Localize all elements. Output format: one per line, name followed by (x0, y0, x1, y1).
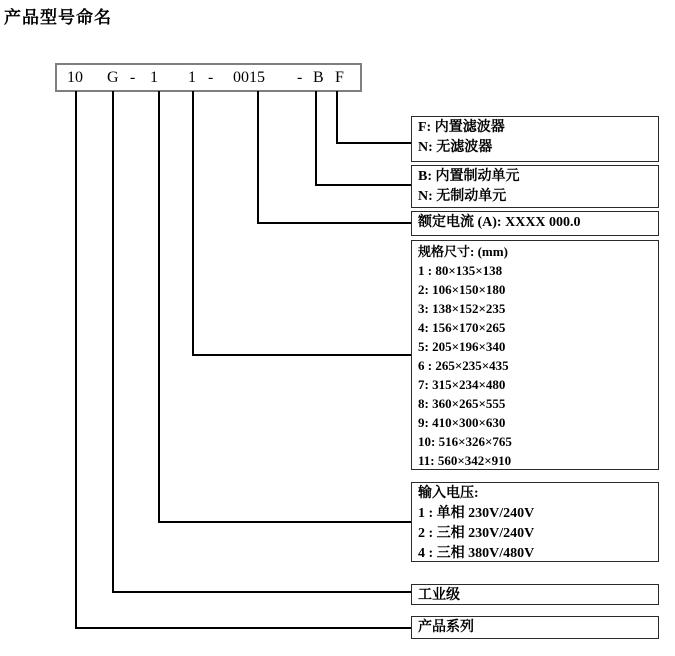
spec-size-legend-box (411, 240, 659, 470)
rated-current-label: 额定电流 (A): XXXX 000.0 (418, 215, 581, 230)
model-segment-series: 10 (67, 69, 83, 86)
connector-industrial-vline (112, 91, 114, 593)
brake-option-b: B: 内置制动单元 (418, 169, 520, 184)
model-segment-dash-1: - (130, 69, 136, 86)
spec-size-item-11: 11: 560×342×910 (418, 453, 512, 468)
product-series-legend-box (411, 616, 659, 639)
model-segment-current: 0015 (233, 69, 265, 86)
model-segment-dash-2: - (208, 69, 214, 86)
connector-filter-vline (336, 91, 338, 144)
spec-size-item-10: 10: 516×326×765 (418, 434, 512, 449)
spec-size-item-3: 3: 138×152×235 (418, 301, 506, 316)
model-segment-brake: B (313, 69, 324, 86)
model-segment-filter: F (335, 69, 344, 86)
connector-spec-vline (192, 91, 194, 356)
page-title: 产品型号命名 (4, 8, 112, 27)
connector-series-hline (75, 627, 412, 629)
connector-spec-hline (192, 354, 412, 356)
industrial-grade-label: 工业级 (418, 588, 460, 603)
model-number-box (55, 63, 362, 92)
spec-size-item-6: 6 : 265×235×435 (418, 358, 509, 373)
model-segment-grade: G (107, 69, 119, 86)
filter-option-f: F: 内置滤波器 (418, 120, 505, 135)
spec-size-item-8: 8: 360×265×555 (418, 396, 506, 411)
input-voltage-option-1: 1 : 单相 230V/240V (418, 506, 535, 521)
input-voltage-legend-box (411, 482, 659, 562)
connector-filter-hline (336, 142, 412, 144)
connector-industrial-hline (112, 591, 412, 593)
brake-option-n: N: 无制动单元 (418, 189, 507, 204)
connector-brake-vline (315, 91, 317, 186)
spec-size-item-4: 4: 156×170×265 (418, 320, 506, 335)
spec-size-item-2: 2: 106×150×180 (418, 282, 506, 297)
model-segment-size: 1 (188, 69, 196, 86)
filter-legend-box (411, 116, 659, 162)
rated-current-legend-box (411, 211, 659, 236)
spec-size-item-1: 1 : 80×135×138 (418, 263, 503, 278)
industrial-grade-legend-box (411, 584, 659, 605)
spec-size-item-5: 5: 205×196×340 (418, 339, 506, 354)
spec-size-header: 规格尺寸: (mm) (418, 244, 508, 259)
connector-current-vline (257, 91, 259, 224)
input-voltage-option-4: 4 : 三相 380V/480V (418, 546, 535, 561)
model-segment-voltage: 1 (150, 69, 158, 86)
connector-voltage-hline (158, 521, 412, 523)
input-voltage-option-2: 2 : 三相 230V/240V (418, 526, 535, 541)
input-voltage-header: 输入电压: (418, 486, 479, 501)
spec-size-item-7: 7: 315×234×480 (418, 377, 506, 392)
spec-size-item-9: 9: 410×300×630 (418, 415, 506, 430)
connector-series-vline (75, 91, 77, 629)
connector-brake-hline (315, 184, 412, 186)
filter-option-n: N: 无滤波器 (418, 140, 493, 155)
brake-legend-box (411, 165, 659, 208)
product-series-label: 产品系列 (418, 620, 474, 635)
connector-voltage-vline (158, 91, 160, 523)
model-segment-dash-3: - (297, 69, 303, 86)
connector-current-hline (257, 222, 412, 224)
